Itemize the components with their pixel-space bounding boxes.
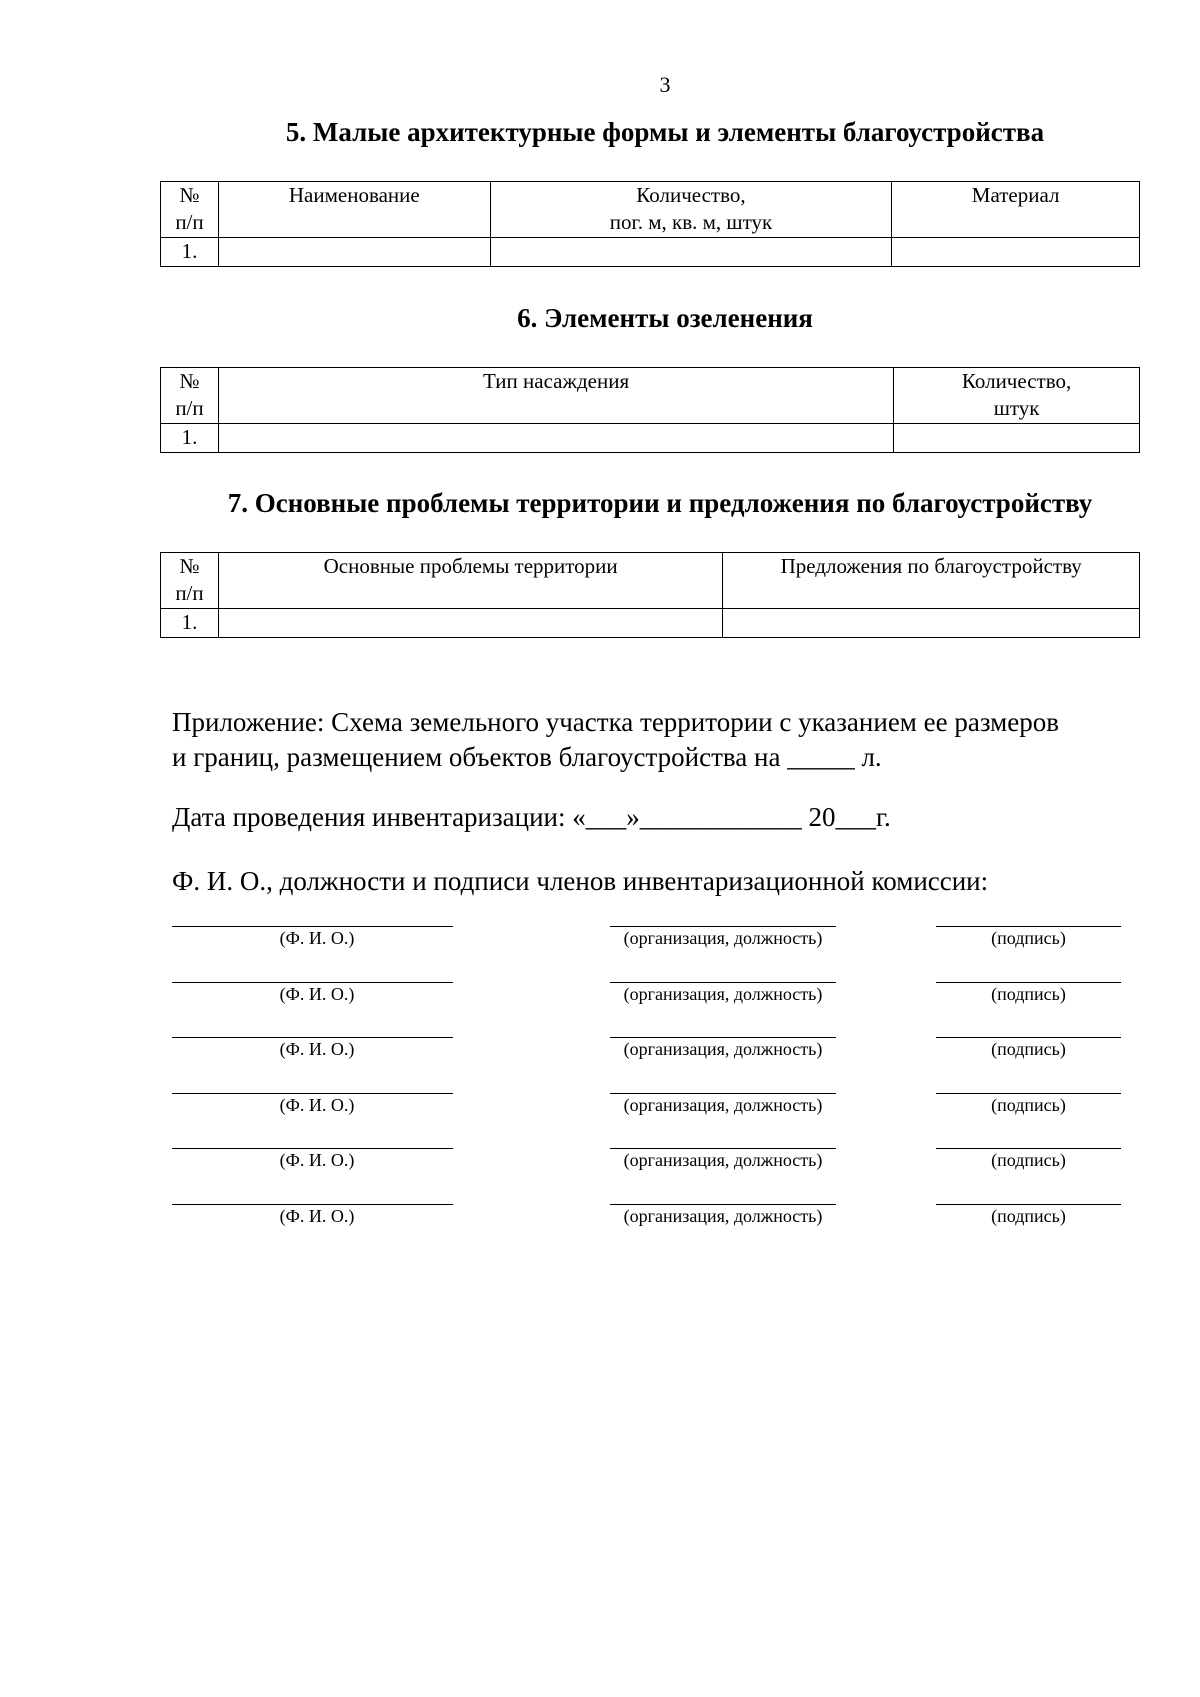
header-cell-number: № п/п — [161, 182, 219, 238]
signature-line-name[interactable] — [172, 926, 453, 927]
signature-caption-name: (Ф. И. О.) — [279, 1206, 355, 1226]
table-cell[interactable] — [218, 609, 722, 638]
signature-caption-signature: (подпись) — [991, 1094, 1066, 1115]
table-cell[interactable] — [892, 238, 1140, 267]
signature-line-signature[interactable] — [936, 982, 1121, 983]
table-cell[interactable] — [490, 238, 892, 267]
table-header-row — [161, 368, 1140, 424]
signature-caption-signature: (подпись) — [991, 1150, 1066, 1171]
signature-caption-signature: (подпись) — [991, 928, 1066, 948]
page-number: 3 — [659, 72, 671, 97]
table-cell[interactable] — [218, 238, 490, 267]
section7-table — [160, 552, 1140, 638]
section6-table — [160, 367, 1140, 453]
signature-line-signature[interactable] — [936, 1093, 1121, 1094]
header-cell-problems: Основные проблемы территории — [218, 553, 722, 609]
signature-caption-position: (организация, должность) — [623, 1150, 823, 1171]
signature-caption-position: (организация, должность) — [623, 983, 823, 1004]
signature-caption-name: (Ф. И. О.) — [279, 928, 355, 948]
signature-line-name[interactable] — [172, 982, 453, 983]
appendix-line-2: и границ, размещением объектов благоустройства на _____ л. — [172, 742, 882, 772]
inventory-date: Дата проведения инвентаризации: «___»____________ 20___г. — [172, 802, 891, 832]
signature-line-position[interactable] — [610, 982, 836, 983]
signature-caption-signature: (подпись) — [991, 1039, 1066, 1060]
signature-caption-signature: (подпись) — [991, 1206, 1066, 1226]
section7-title: 7. Основные проблемы территории и предложения по благоустройству — [227, 488, 1093, 518]
signature-line-name[interactable] — [172, 1204, 453, 1205]
signature-caption-position: (организация, должность) — [623, 1094, 823, 1115]
signature-line-position[interactable] — [610, 1037, 836, 1038]
signature-caption-position: (организация, должность) — [623, 928, 823, 948]
table-cell[interactable] — [218, 424, 893, 453]
section5-title: 5. Малые архитектурные формы и элементы благоустройства — [285, 117, 1045, 147]
signature-caption-name: (Ф. И. О.) — [279, 1094, 355, 1115]
table-header-row — [161, 553, 1140, 609]
table-cell: 1. — [161, 424, 219, 453]
header-cell-number: № п/п — [161, 553, 219, 609]
table-cell[interactable] — [723, 609, 1140, 638]
signature-line-signature[interactable] — [936, 1037, 1121, 1038]
signature-line-signature[interactable] — [936, 1148, 1121, 1149]
signature-line-position[interactable] — [610, 1093, 836, 1094]
signature-line-name[interactable] — [172, 1037, 453, 1038]
signature-line-name[interactable] — [172, 1148, 453, 1149]
header-cell-quantity: Количество, пог. м, кв. м, штук — [490, 182, 892, 238]
signature-line-position[interactable] — [610, 1148, 836, 1149]
signature-line-signature[interactable] — [936, 926, 1121, 927]
table-row — [161, 609, 1140, 638]
header-cell-plant-type: Тип насаждения — [218, 368, 893, 424]
table-cell[interactable] — [894, 424, 1140, 453]
signature-caption-position: (организация, должность) — [623, 1039, 823, 1060]
appendix-note — [172, 705, 1132, 775]
table-header-row — [161, 182, 1140, 238]
section6-title: 6. Элементы озеленения — [517, 303, 813, 333]
table-cell: 1. — [161, 238, 219, 267]
signature-caption-name: (Ф. И. О.) — [279, 1039, 355, 1060]
commission-heading: Ф. И. О., должности и подписи членов инвентаризационной комиссии: — [172, 866, 989, 896]
header-cell-quantity: Количество, штук — [894, 368, 1140, 424]
table-cell: 1. — [161, 609, 219, 638]
header-cell-material: Материал — [892, 182, 1140, 238]
signature-line-position[interactable] — [610, 926, 836, 927]
signature-caption-position: (организация, должность) — [623, 1206, 823, 1226]
signature-line-position[interactable] — [610, 1204, 836, 1205]
signature-line-signature[interactable] — [936, 1204, 1121, 1205]
header-cell-name: Наименование — [218, 182, 490, 238]
signature-caption-name: (Ф. И. О.) — [279, 1150, 355, 1171]
table-row — [161, 238, 1140, 267]
appendix-line-1: Приложение: Схема земельного участка территории с указанием ее размеров — [172, 707, 1059, 737]
header-cell-proposals: Предложения по благоустройству — [723, 553, 1140, 609]
table-row — [161, 424, 1140, 453]
signature-caption-name: (Ф. И. О.) — [279, 983, 355, 1004]
header-cell-number: № п/п — [161, 368, 219, 424]
signature-caption-signature: (подпись) — [991, 983, 1066, 1004]
section5-table — [160, 181, 1140, 267]
signature-line-name[interactable] — [172, 1093, 453, 1094]
